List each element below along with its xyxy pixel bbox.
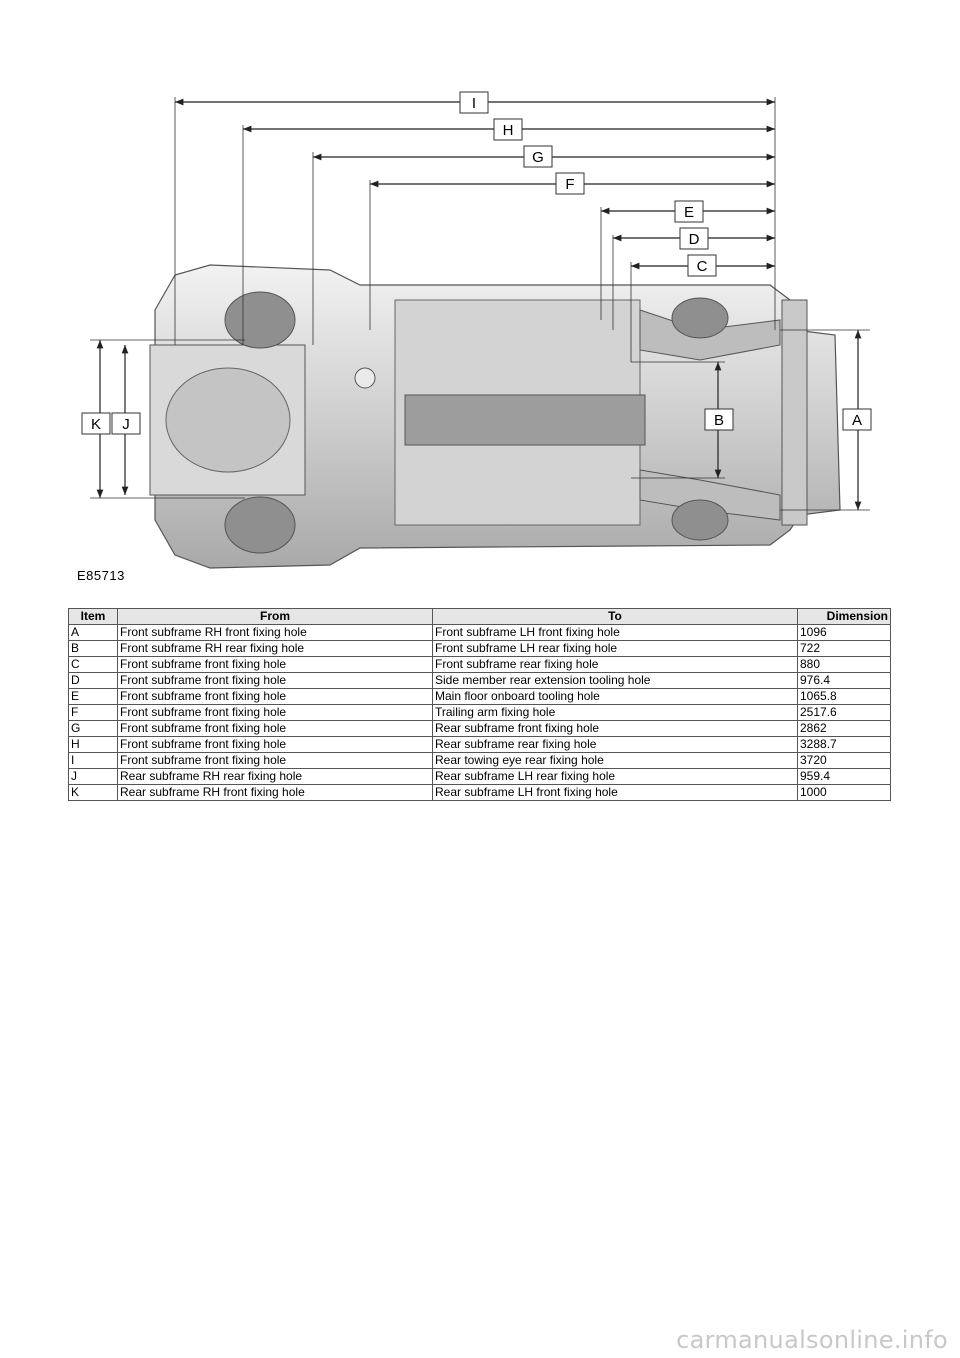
figure-id-label: E85713 <box>77 568 125 583</box>
cell-item: I <box>69 753 118 769</box>
callout-g-label: G <box>532 149 544 166</box>
cell-item: A <box>69 625 118 641</box>
callout-c <box>688 255 716 276</box>
vehicle-underbody <box>150 265 840 568</box>
cell-from: Rear subframe RH rear fixing hole <box>118 769 433 785</box>
table-row <box>69 737 891 753</box>
table-row <box>69 689 891 705</box>
callout-j-label: J <box>122 416 130 433</box>
table-row <box>69 673 891 689</box>
cell-to: Rear towing eye rear fixing hole <box>433 753 798 769</box>
callout-c-label: C <box>696 258 708 275</box>
cell-item: G <box>69 721 118 737</box>
cell-item: C <box>69 657 118 673</box>
cell-from: Front subframe front fixing hole <box>118 721 433 737</box>
cell-from: Front subframe front fixing hole <box>118 673 433 689</box>
callout-h <box>494 119 522 140</box>
cell-from: Front subframe front fixing hole <box>118 705 433 721</box>
cell-to: Main floor onboard tooling hole <box>433 689 798 705</box>
callout-h-label: H <box>502 122 514 139</box>
callout-e <box>675 201 703 222</box>
table-header-row <box>69 609 891 625</box>
cell-item: B <box>69 641 118 657</box>
callout-d <box>680 228 708 249</box>
cell-to: Trailing arm fixing hole <box>433 705 798 721</box>
cell-dimension: 976.4 <box>798 673 891 689</box>
cell-dimension: 1065.8 <box>798 689 891 705</box>
header-item: Item <box>69 609 118 625</box>
cell-dimension: 1096 <box>798 625 891 641</box>
watermark-text: carmanualsonline.info <box>676 1326 948 1354</box>
cell-dimension: 880 <box>798 657 891 673</box>
callout-e-label: E <box>683 204 695 221</box>
cell-to: Front subframe LH front fixing hole <box>433 625 798 641</box>
cell-item: E <box>69 689 118 705</box>
underbody-dimensions-diagram <box>60 80 890 590</box>
cell-from: Front subframe front fixing hole <box>118 753 433 769</box>
cell-from: Front subframe RH rear fixing hole <box>118 641 433 657</box>
cell-to: Rear subframe LH rear fixing hole <box>433 769 798 785</box>
cell-dimension: 959.4 <box>798 769 891 785</box>
header-from: From <box>118 609 433 625</box>
cell-item: J <box>69 769 118 785</box>
cell-dimension: 2862 <box>798 721 891 737</box>
callout-b <box>705 409 733 430</box>
cell-to: Front subframe rear fixing hole <box>433 657 798 673</box>
table-row <box>69 785 891 801</box>
cell-to: Rear subframe front fixing hole <box>433 721 798 737</box>
cell-item: D <box>69 673 118 689</box>
table-row <box>69 705 891 721</box>
table-row <box>69 753 891 769</box>
cell-item: K <box>69 785 118 801</box>
cell-item: H <box>69 737 118 753</box>
cell-to: Side member rear extension tooling hole <box>433 673 798 689</box>
cell-from: Front subframe front fixing hole <box>118 689 433 705</box>
cell-to: Rear subframe LH front fixing hole <box>433 785 798 801</box>
callout-k-label: K <box>90 416 102 433</box>
callout-f-label: F <box>565 176 575 193</box>
callout-j <box>112 413 140 434</box>
callout-i <box>460 92 488 113</box>
callout-k <box>82 413 110 434</box>
callout-b-label: B <box>713 412 725 429</box>
cell-dimension: 722 <box>798 641 891 657</box>
cell-from: Front subframe front fixing hole <box>118 737 433 753</box>
cell-dimension: 3720 <box>798 753 891 769</box>
table-row <box>69 657 891 673</box>
callout-a <box>843 409 871 430</box>
table-row <box>69 625 891 641</box>
cell-item: F <box>69 705 118 721</box>
callout-g <box>524 146 552 167</box>
callout-f <box>556 173 584 194</box>
callout-a-label: A <box>851 412 863 429</box>
cell-dimension: 3288.7 <box>798 737 891 753</box>
cell-to: Rear subframe rear fixing hole <box>433 737 798 753</box>
table-row <box>69 641 891 657</box>
header-dimension: Dimension <box>798 609 891 625</box>
dimensions-table <box>68 608 891 801</box>
callout-i-label: I <box>471 95 477 112</box>
cell-from: Rear subframe RH front fixing hole <box>118 785 433 801</box>
cell-to: Front subframe LH rear fixing hole <box>433 641 798 657</box>
cell-from: Front subframe front fixing hole <box>118 657 433 673</box>
cell-dimension: 1000 <box>798 785 891 801</box>
header-to: To <box>433 609 798 625</box>
cell-dimension: 2517.6 <box>798 705 891 721</box>
callout-d-label: D <box>688 231 700 248</box>
cell-from: Front subframe RH front fixing hole <box>118 625 433 641</box>
table-row <box>69 721 891 737</box>
table-row <box>69 769 891 785</box>
